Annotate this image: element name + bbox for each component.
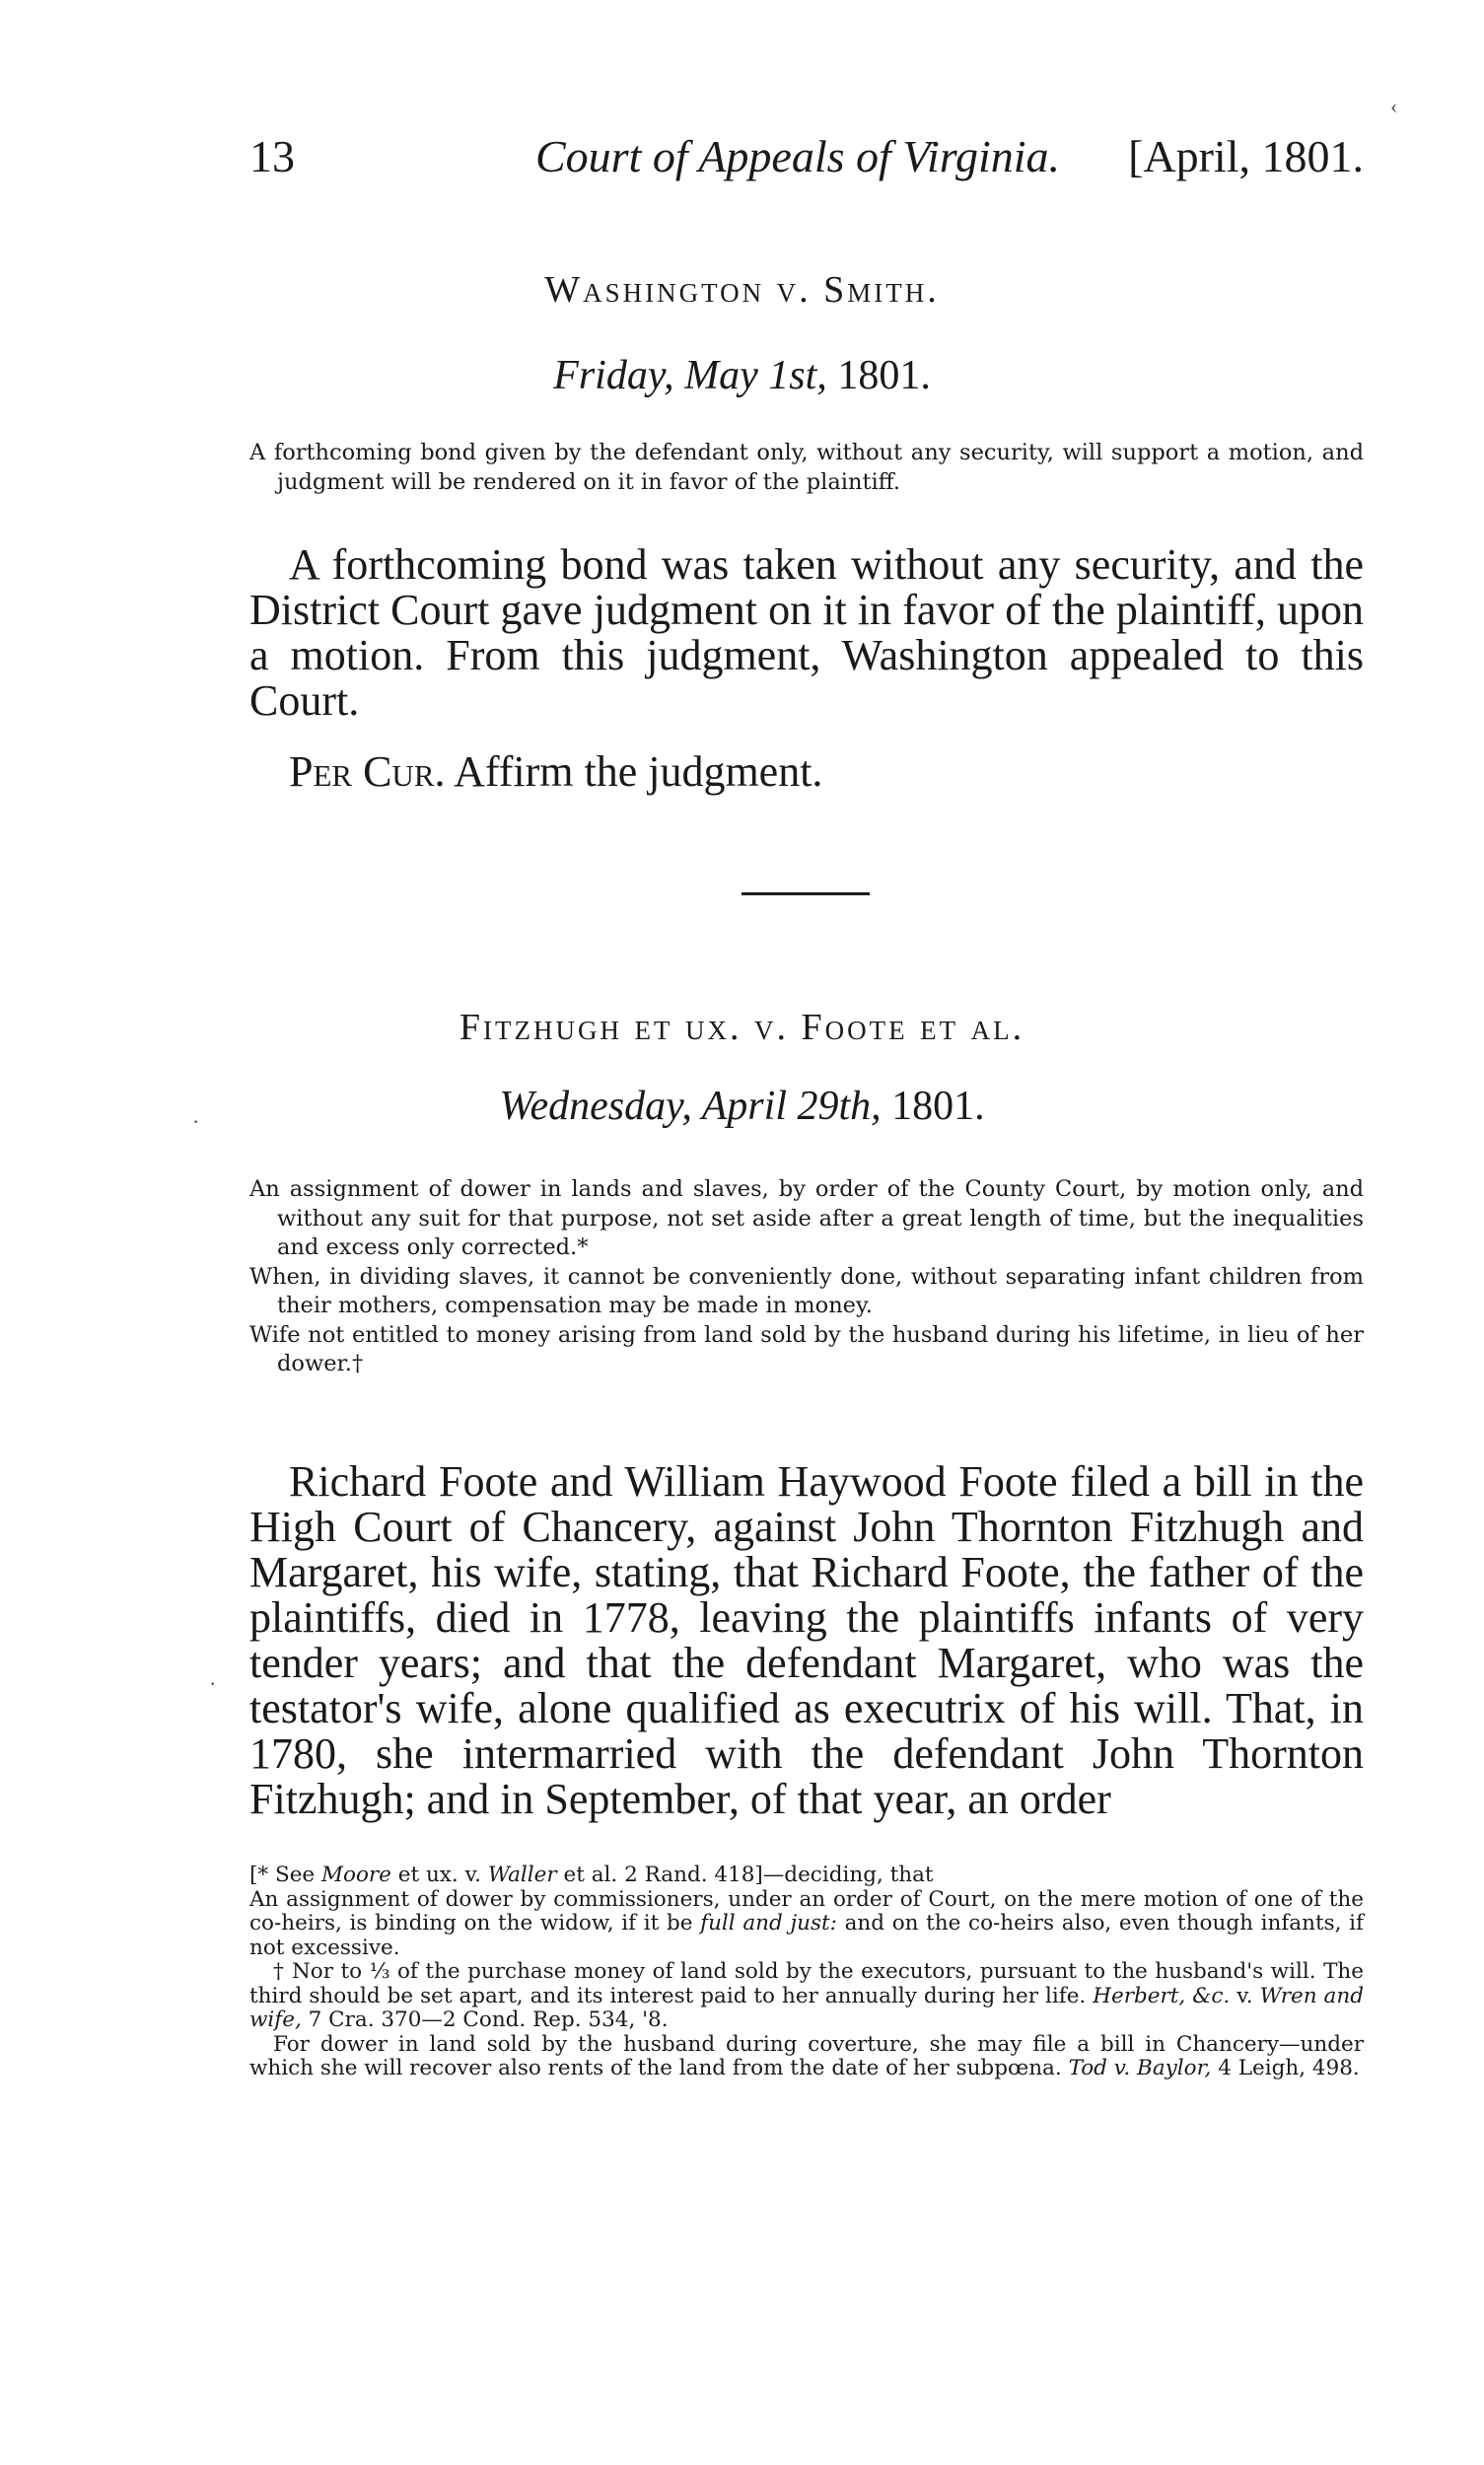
- section-divider: [742, 892, 870, 895]
- headnote-washington: [249, 439, 1364, 497]
- per-cur-text: Affirm the judgment.: [454, 747, 823, 796]
- running-date: [April, 1801.: [1128, 131, 1364, 181]
- case-title-fitzhugh: Fitzhugh et ux. v. Foote et al.: [459, 1007, 1025, 1048]
- headnote-paragraph: Wife not entitled to money arising from land sold by the husband during his lifetime, in lieu of her dower.†: [249, 1321, 1364, 1376]
- page-number: 13: [249, 131, 295, 181]
- scan-mark: ‹: [1390, 94, 1398, 118]
- case-date-washington: [0, 352, 1484, 399]
- body-fitzhugh: [249, 1459, 1364, 1822]
- headnote-paragraph: An assignment of dower in lands and slaves, by order of the County Court, by motion only, and without any suit for that purpose, not set aside after a great length of time, but the inequalities and excess only corrected.*: [249, 1176, 1364, 1260]
- scan-mark: ·: [192, 1109, 200, 1134]
- per-cur-label: Per Cur.: [289, 747, 446, 796]
- headnote-paragraph: When, in dividing slaves, it cannot be conveniently done, without separating infant children from their mothers, compensation may be made in money.: [249, 1263, 1364, 1318]
- case-date-day: Friday, May 1st,: [553, 353, 827, 398]
- footnotes: [249, 1864, 1364, 2081]
- body-paragraph: A forthcoming bond was taken without any security, and the District Court gave judgment on it in favor of the plaintiff, upon a motion. From this judgment, Washington appealed to this Court.: [249, 540, 1364, 725]
- case-date-day: Wednesday, April 29th,: [499, 1084, 882, 1129]
- footnote-dower: For dower in land sold by the husband during coverture, she may file a bill in Chancery—under which she will recover also rents of the land from the date of her subpœna. Tod v. Baylor, 4 Leigh, 498.: [249, 2031, 1364, 2080]
- body-washington: [249, 542, 1364, 724]
- footnote-star: [* See Moore et ux. v. Waller et al. 2 Rand. 418]—deciding, that: [249, 1863, 934, 1887]
- per-curiam: [289, 746, 822, 797]
- footnote-star-text: An assignment of dower by commissioners, under an order of Court, on the mere motion of one of the co-heirs, is binding on the widow, if it be full and just: and on the co-heirs also, even though infants, if not excessive.: [249, 1886, 1364, 1960]
- headnotes-fitzhugh: [249, 1175, 1364, 1379]
- case-date-year: 1801.: [837, 353, 931, 398]
- body-paragraph: Richard Foote and William Haywood Foote filed a bill in the High Court of Chancery, against John Thornton Fitzhugh and Margaret, his wife, stating, that Richard Foote, the father of the plaintiffs, died in 1778, leaving the plaintiffs infants of very tender years; and that the defendant Margaret, who was the testator's wife, alone qualified as executrix of his will. That, in 1780, she intermarried with the defendant John Thornton Fitzhugh; and in September, of that year, an order: [249, 1457, 1364, 1823]
- case-title-washington: Washington v. Smith.: [544, 269, 940, 311]
- footnote-dagger: † Nor to ⅓ of the purchase money of land sold by the executors, pursuant to the husband's will. The third should be set apart, and its interest paid to her annually during her life. Herbert, &c. v. Wren and wife, 7 Cra. 370—2 Cond. Rep. 534, '8.: [249, 1959, 1364, 2032]
- case-date-year: 1801.: [891, 1084, 985, 1129]
- headnote-paragraph: A forthcoming bond given by the defendant only, without any security, will support a motion, and judgment will be rendered on it in favor of the plaintiff.: [249, 440, 1364, 495]
- case-date-fitzhugh: [0, 1083, 1484, 1130]
- running-head: [249, 130, 1364, 189]
- running-title: Court of Appeals of Virginia.: [535, 131, 1061, 181]
- scan-mark: ·: [209, 1671, 217, 1696]
